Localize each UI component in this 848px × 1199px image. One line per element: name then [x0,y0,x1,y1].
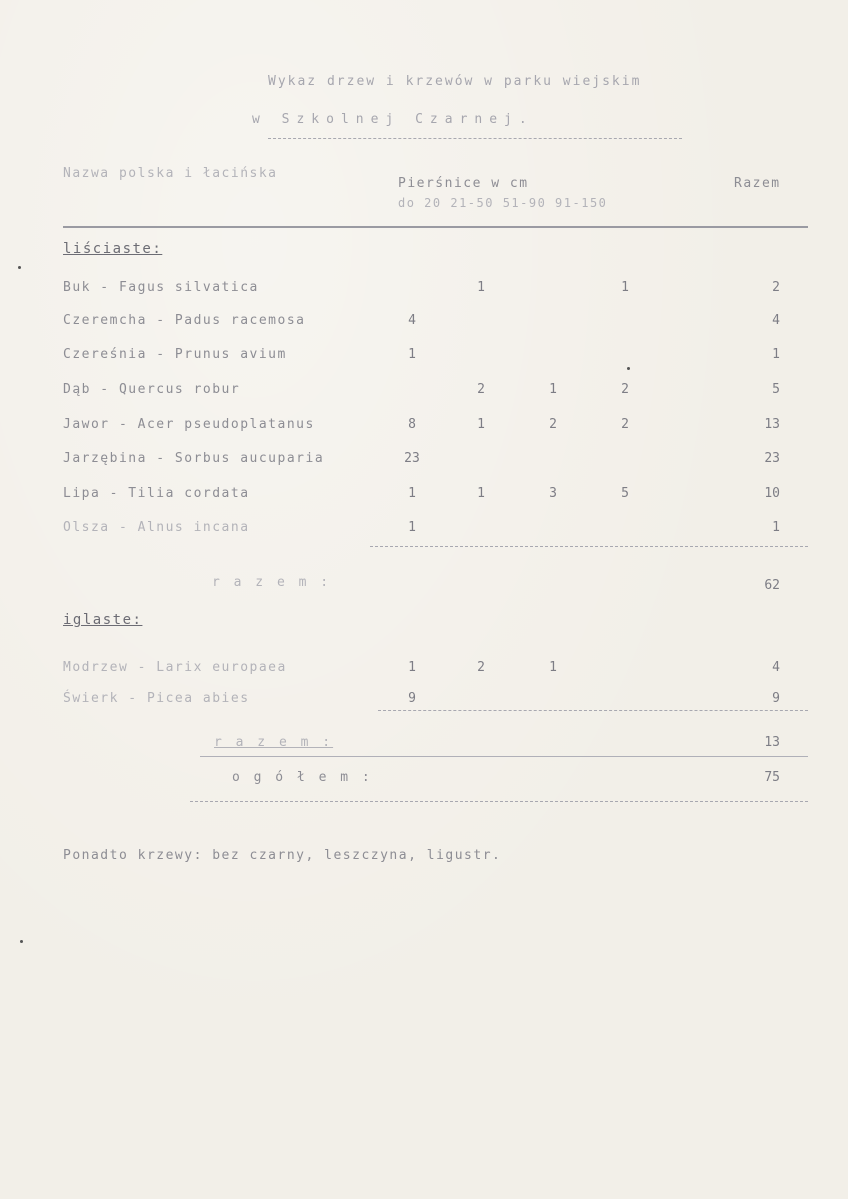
row-c1: 9 [408,691,416,706]
section-label-coniferous: iglaste: [63,612,143,628]
document-subtitle: w Szkolnej Czarnej. [252,112,534,127]
margin-mark [627,367,630,370]
row-c3: 1 [549,660,557,675]
section-label-deciduous: liściaste: [63,241,163,257]
row-species: Czeremcha - Padus racemosa [63,313,306,328]
row-total: 2 [772,280,780,295]
row-species: Jawor - Acer pseudoplatanus [63,417,315,432]
row-c1: 1 [408,347,416,362]
row-total: 9 [772,691,780,706]
row-c2: 2 [477,382,485,397]
margin-mark [18,266,21,269]
header-name-column: Nazwa polska i łacińska [63,166,278,181]
row-c4: 1 [621,280,629,295]
row-c1: 1 [408,486,416,501]
row-total: 4 [772,660,780,675]
row-c1: 23 [404,451,420,466]
section-sum-value: 13 [764,735,780,750]
row-c2: 2 [477,660,485,675]
row-total: 1 [772,520,780,535]
row-c1: 1 [408,660,416,675]
section-sum-label: r a z e m : [214,735,334,750]
margin-mark [20,940,23,943]
row-species: Czereśnia - Prunus avium [63,347,287,362]
row-species: Świerk - Picea abies [63,691,250,706]
row-c3: 3 [549,486,557,501]
document-title: Wykaz drzew i krzewów w parku wiejskim [268,74,642,89]
header-rule [63,226,808,228]
grand-total-label: o g ó ł e m : [232,770,373,785]
header-obwod-column: Pierśnice w cm [398,176,529,191]
row-c1: 8 [408,417,416,432]
row-total: 5 [772,382,780,397]
title-underline [268,138,682,139]
row-species: Olsza - Alnus incana [63,520,250,535]
section-rule [370,546,808,547]
row-c2: 1 [477,417,485,432]
grand-total-value: 75 [764,770,780,785]
row-c2: 1 [477,486,485,501]
row-total: 13 [764,417,780,432]
grand-total-rule [190,801,808,802]
section-sum-label: r a z e m : [212,575,332,590]
row-c3: 1 [549,382,557,397]
row-c4: 2 [621,417,629,432]
row-c4: 5 [621,486,629,501]
row-c1: 4 [408,313,416,328]
row-total: 23 [764,451,780,466]
row-c3: 2 [549,417,557,432]
row-c2: 1 [477,280,485,295]
row-c1: 1 [408,520,416,535]
sum-underline [200,756,808,757]
row-total: 1 [772,347,780,362]
row-species: Jarzębina - Sorbus aucuparia [63,451,325,466]
row-species: Dąb - Quercus robur [63,382,241,397]
row-species: Buk - Fagus silvatica [63,280,259,295]
row-c4: 2 [621,382,629,397]
row-total: 10 [764,486,780,501]
footnote: Ponadto krzewy: bez czarny, leszczyna, ligustr. [63,848,502,863]
header-total-column: Razem [734,176,781,191]
row-species: Lipa - Tilia cordata [63,486,250,501]
row-species: Modrzew - Larix europaea [63,660,287,675]
section-rule [378,710,808,711]
section-sum-value: 62 [764,578,780,593]
row-total: 4 [772,313,780,328]
header-obwod-ranges: do 20 21-50 51-90 91-150 [398,196,608,210]
